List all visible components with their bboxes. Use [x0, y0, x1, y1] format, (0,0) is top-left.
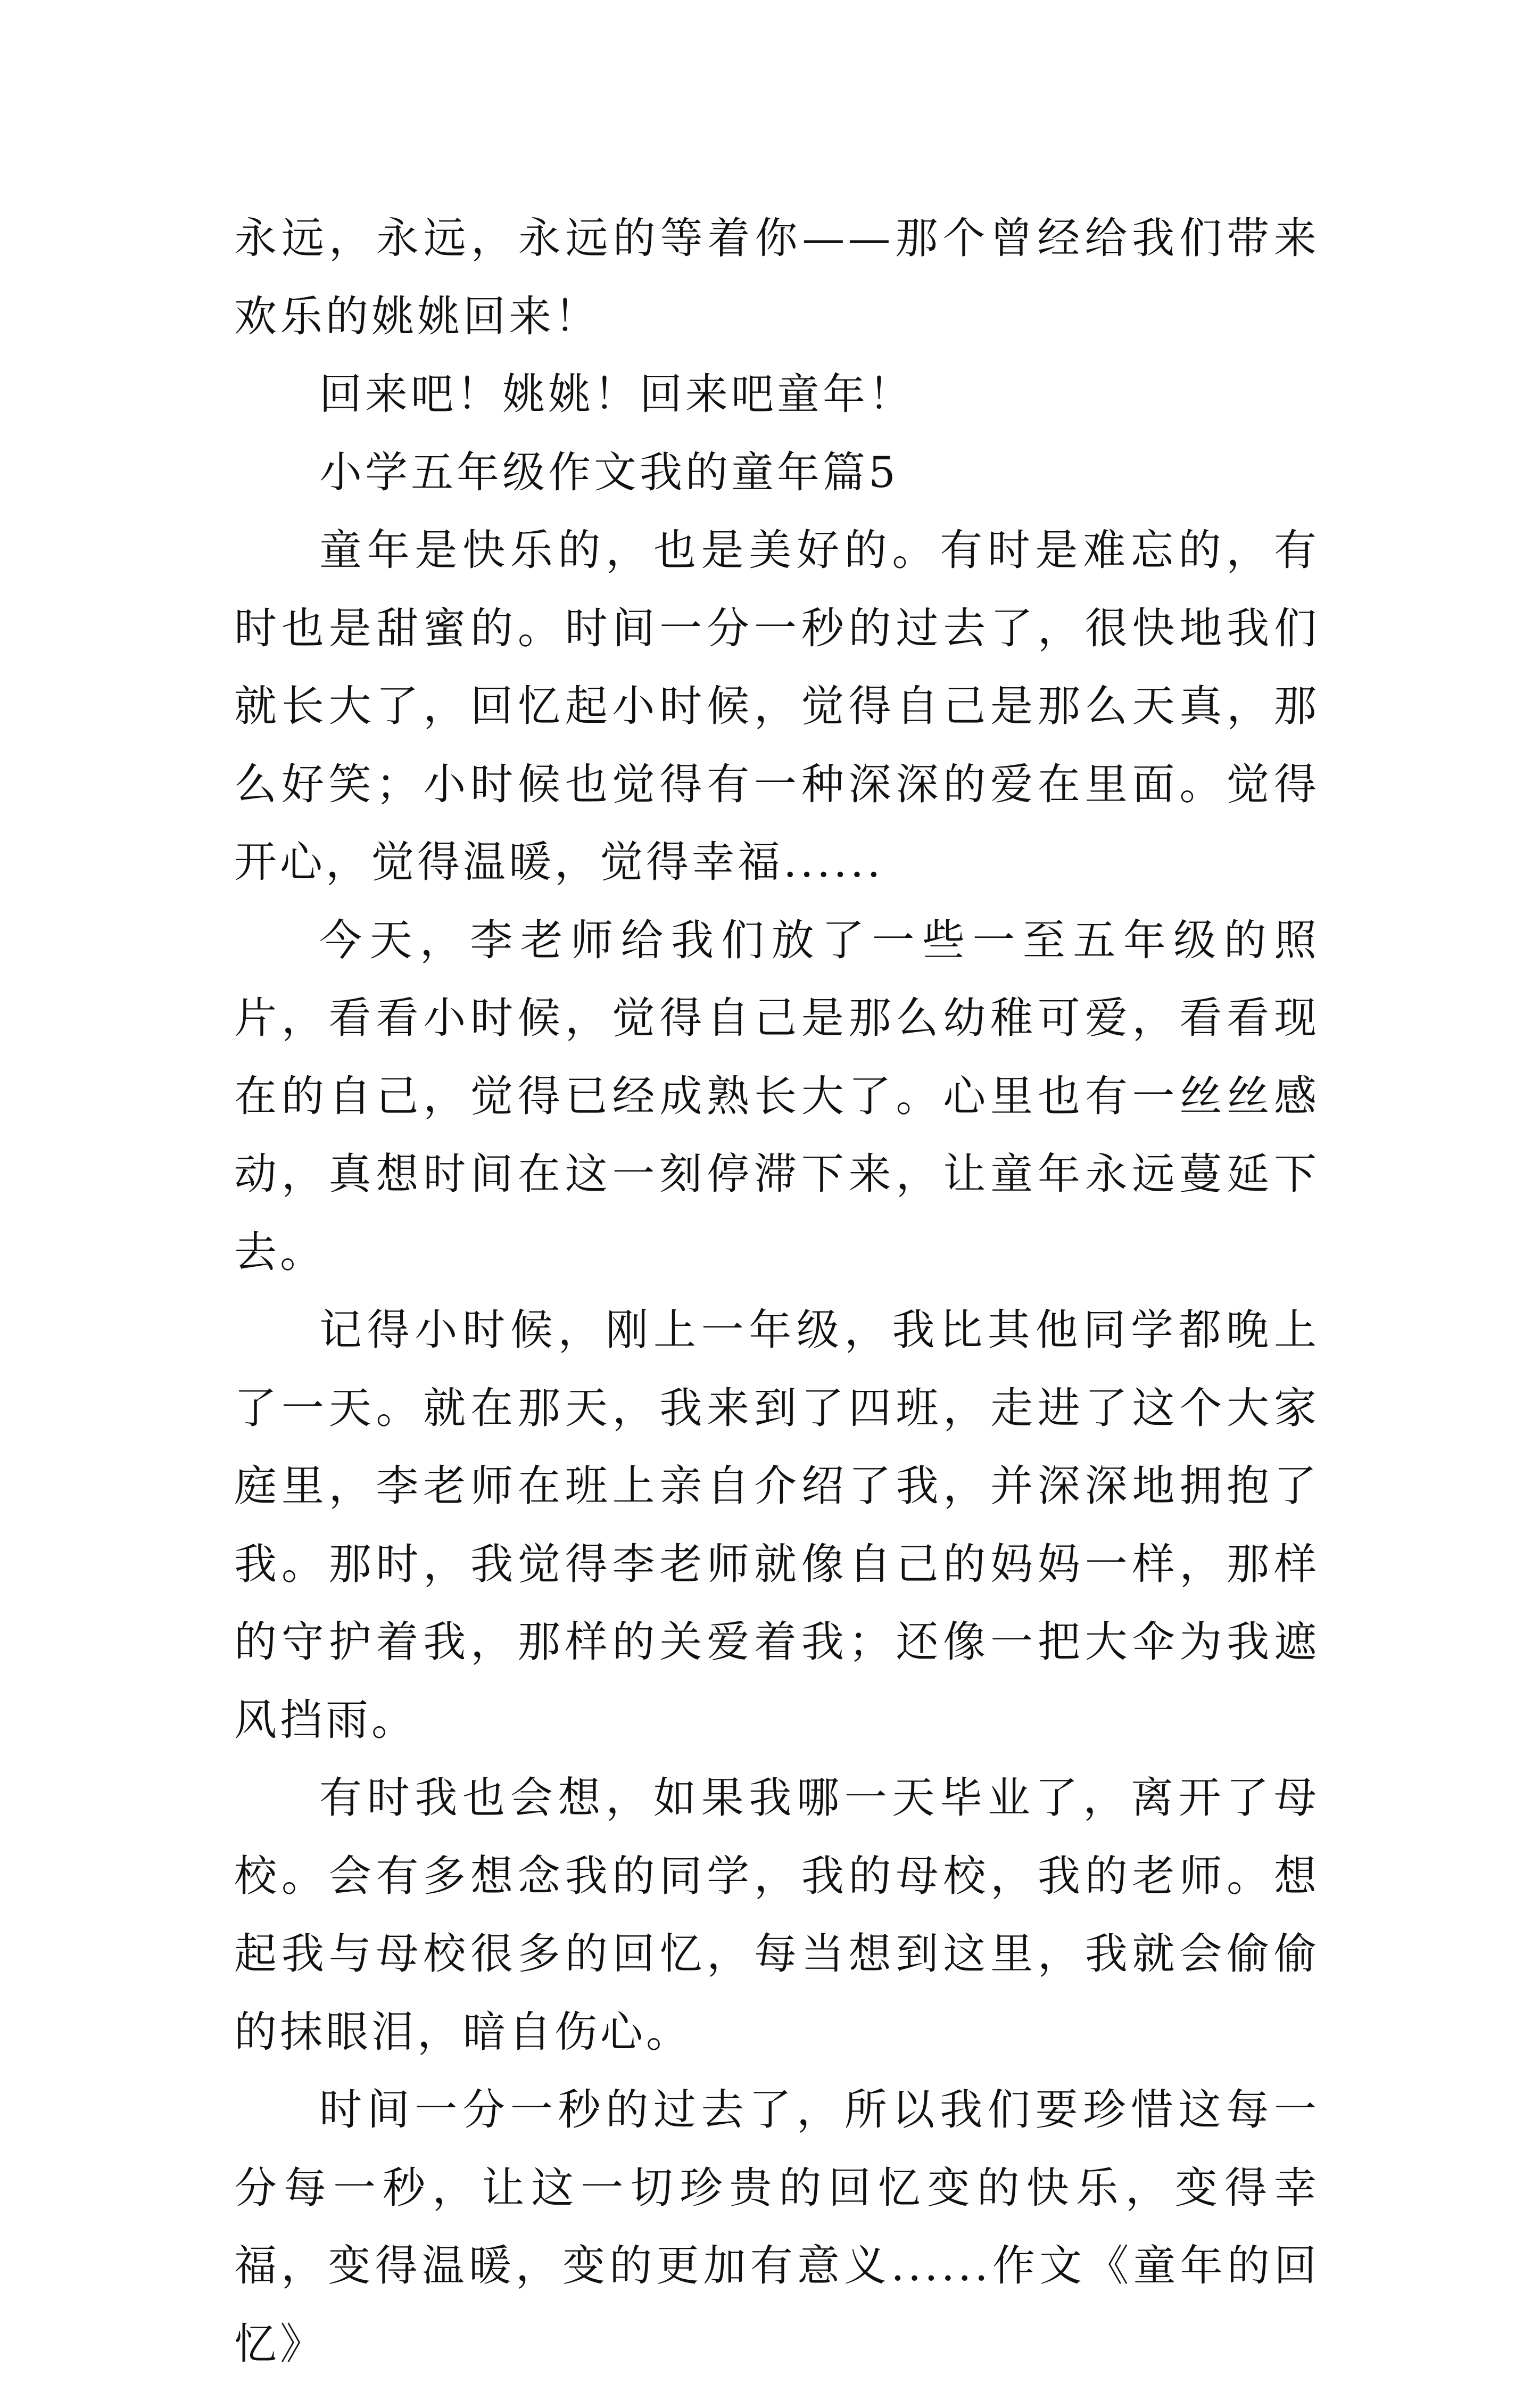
paragraph-photos: 今天，李老师给我们放了一些一至五年级的照片，看看小时候，觉得自己是那么幼稚可爱，看看现在的自己，觉得已经成熟长大了。心里也有一丝丝感动，真想时间在这一刻停滞下来，让童年永远蔓延下去。: [234, 915, 1320, 1277]
paragraph-ending-prior-story: 永远，永远，永远的等着你——那个曾经给我们带来欢乐的姚姚回来！: [234, 213, 1320, 341]
paragraph-graduation: 有时我也会想，如果我哪一天毕业了，离开了母校。会有多想念我的同学，我的母校，我的老师。想起我与母校很多的回忆，每当想到这里，我就会偷偷的抹眼泪，暗自伤心。: [234, 1773, 1320, 2057]
paragraph-childhood-happy: 童年是快乐的，也是美好的。有时是难忘的，有时也是甜蜜的。时间一分一秒的过去了，很快地我们就长大了，回忆起小时候，觉得自己是那么天真，那么好笑；小时候也觉得有一种深深的爱在里面。觉得开心，觉得温暖，觉得幸福......: [234, 525, 1320, 887]
document-body: [234, 200, 1320, 2383]
paragraph-first-grade: 记得小时候，刚上一年级，我比其他同学都晚上了一天。就在那天，我来到了四班，走进了这个大家庭里，李老师在班上亲自介绍了我，并深深地拥抱了我。那时，我觉得李老师就像自己的妈妈一样，那样的守护着我，那样的关爱着我；还像一把大伞为我遮风挡雨。: [234, 1305, 1320, 1745]
paragraph-cherish-time: 时间一分一秒的过去了，所以我们要珍惜这每一分每一秒，让这一切珍贵的回忆变的快乐，变得幸福，变得温暖，变的更加有意义......作文《童年的回忆》: [234, 2085, 1320, 2369]
section-heading: 小学五年级作文我的童年篇5: [319, 447, 899, 497]
paragraph-exclamation: 回来吧！姚姚！回来吧童年！: [319, 369, 914, 419]
